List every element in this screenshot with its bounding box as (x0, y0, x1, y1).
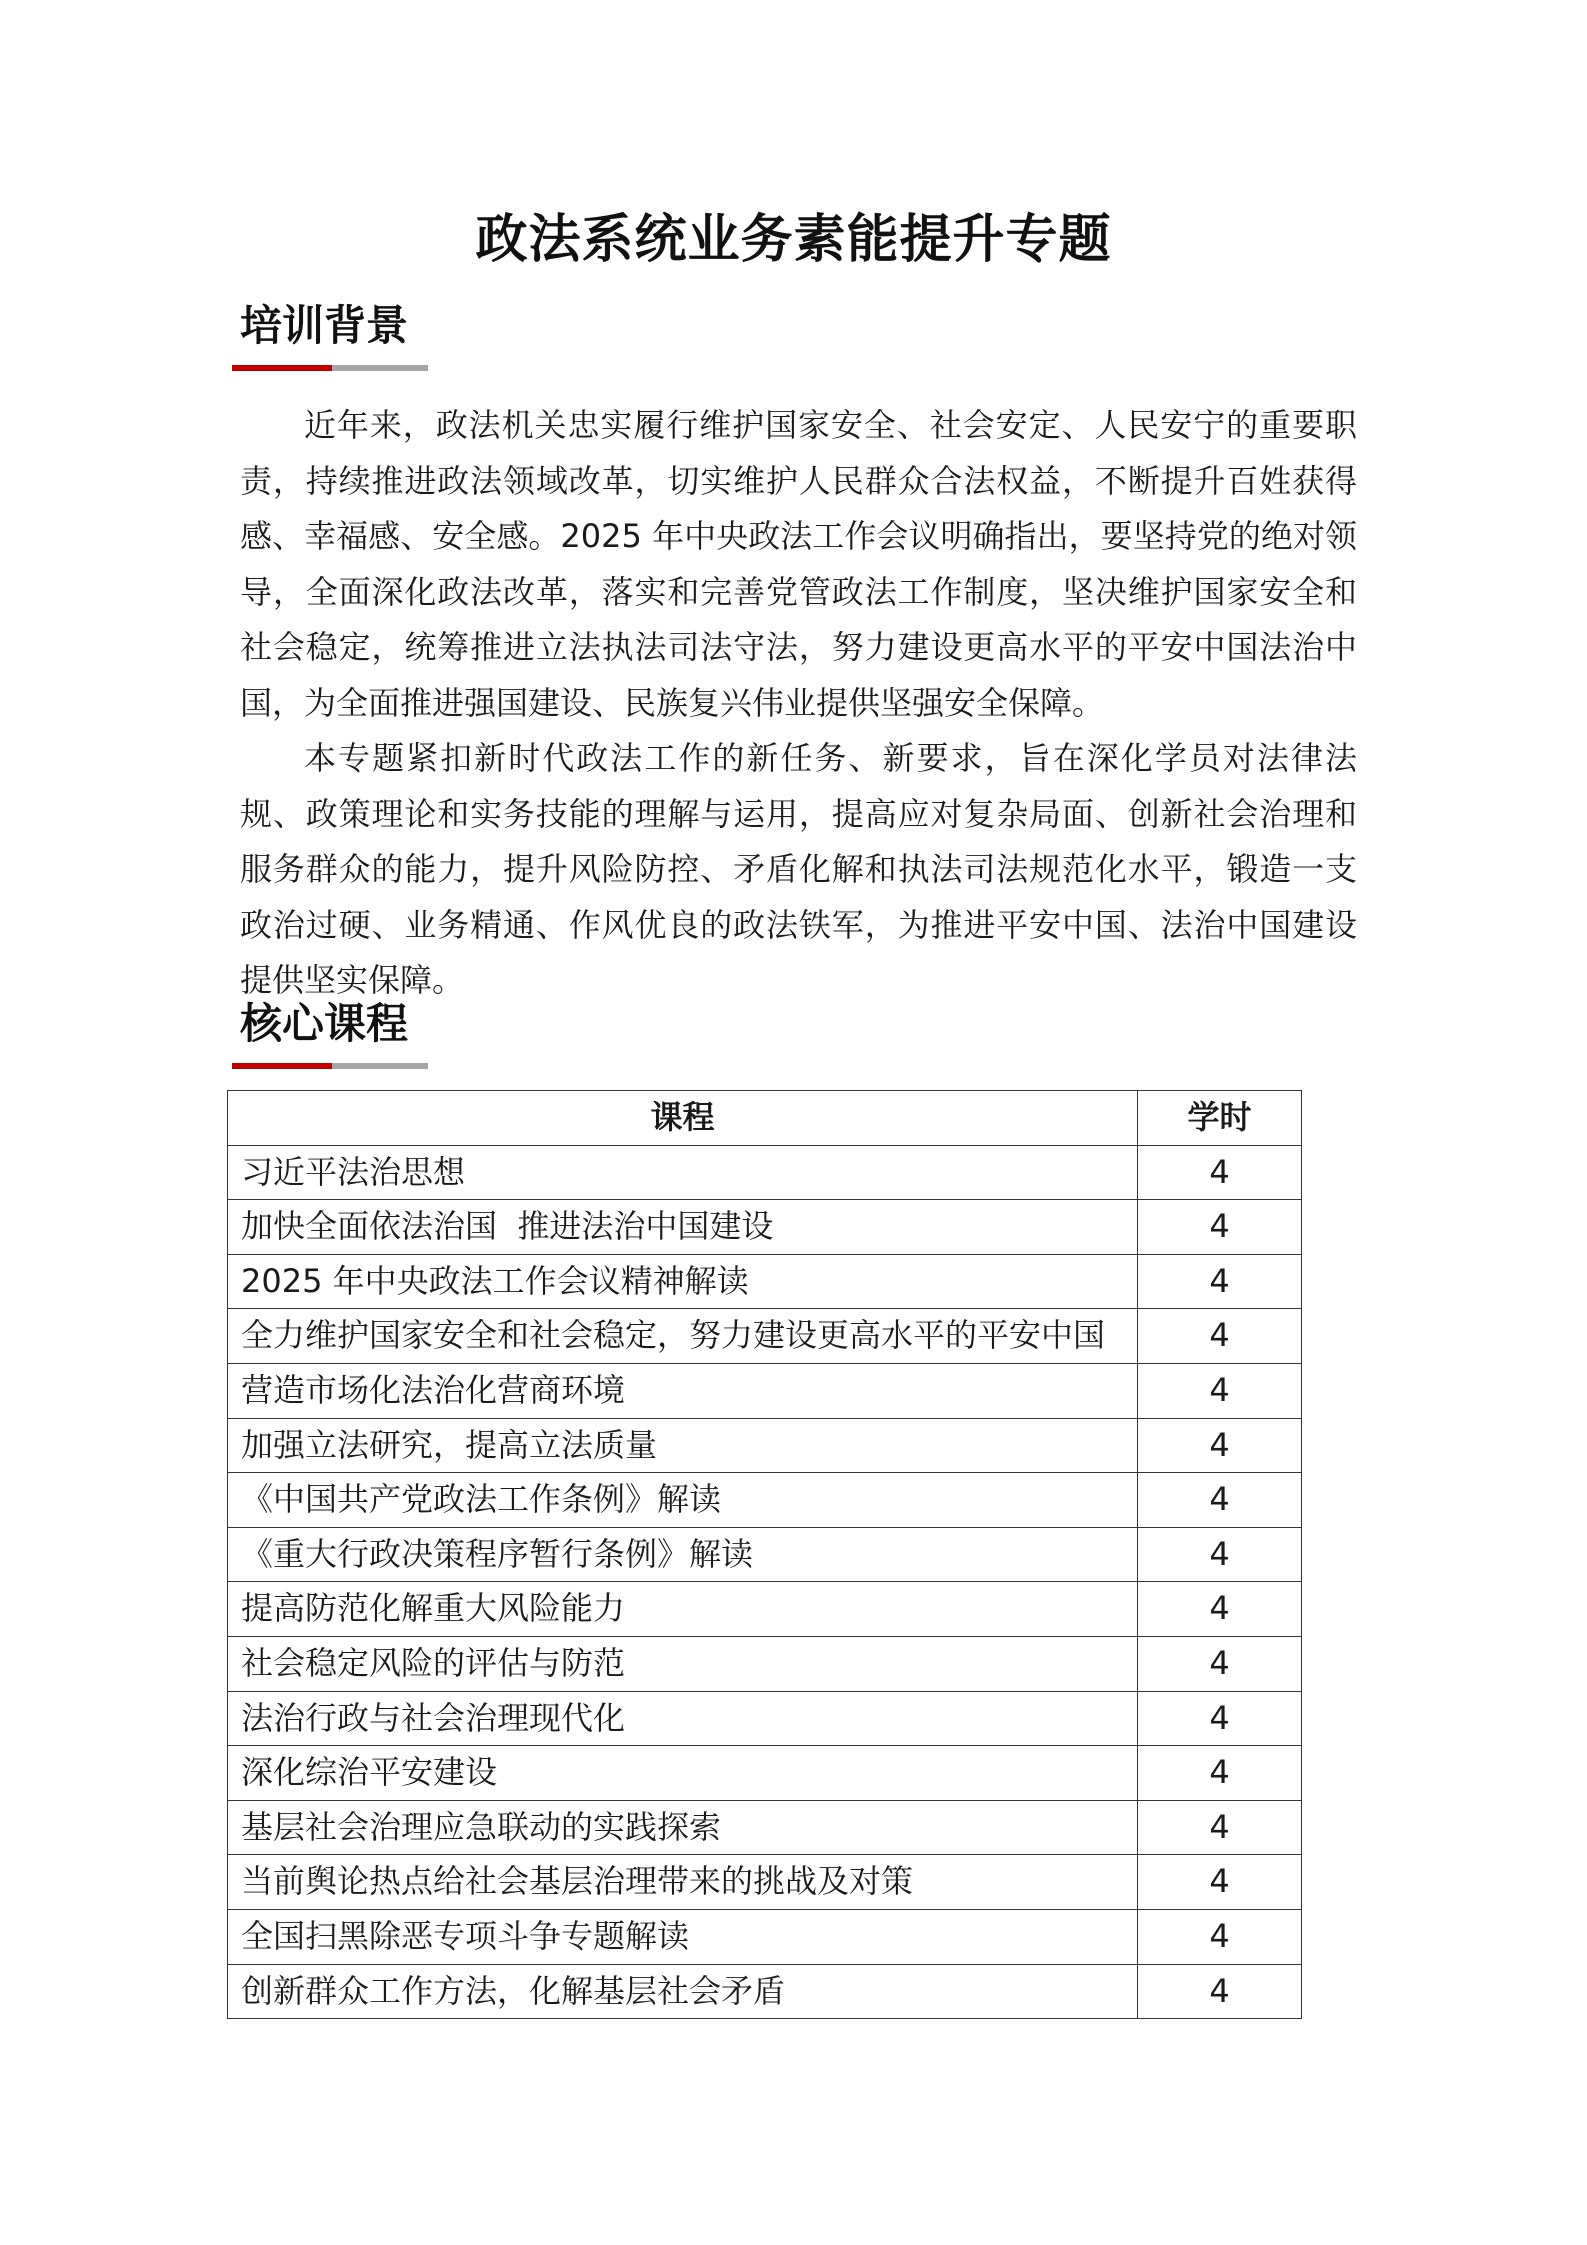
course-name: 基层社会治理应急联动的实践探索 (228, 1800, 1138, 1855)
section-underline-background (232, 365, 428, 371)
course-name: 当前舆论热点给社会基层治理带来的挑战及对策 (228, 1855, 1138, 1910)
course-hours: 4 (1138, 1855, 1302, 1910)
underline-gray-segment (332, 365, 428, 371)
course-name: 《重大行政决策程序暂行条例》解读 (228, 1527, 1138, 1582)
table-row (228, 1200, 1302, 1255)
table-header-row (228, 1091, 1302, 1146)
course-hours: 4 (1138, 1800, 1302, 1855)
course-hours: 4 (1138, 1418, 1302, 1473)
course-table (227, 1090, 1302, 2019)
course-name: 深化综治平安建设 (228, 1746, 1138, 1801)
table-row (228, 1909, 1302, 1964)
column-header-course: 课程 (228, 1091, 1138, 1146)
course-hours: 4 (1138, 1691, 1302, 1746)
course-name: 2025 年中央政法工作会议精神解读 (228, 1254, 1138, 1309)
table-row (228, 1363, 1302, 1418)
section-heading-core-courses: 核心课程 (240, 999, 409, 1048)
course-name: 加强立法研究，提高立法质量 (228, 1418, 1138, 1473)
course-hours: 4 (1138, 1746, 1302, 1801)
course-hours: 4 (1138, 1636, 1302, 1691)
course-hours: 4 (1138, 1582, 1302, 1637)
table-row (228, 1254, 1302, 1309)
course-hours: 4 (1138, 1363, 1302, 1418)
course-hours: 4 (1138, 1145, 1302, 1200)
section-heading-background: 培训背景 (240, 301, 409, 350)
course-hours: 4 (1138, 1254, 1302, 1309)
table-row (228, 1527, 1302, 1582)
table-row (228, 1473, 1302, 1528)
table-row (228, 1800, 1302, 1855)
table-row (228, 1145, 1302, 1200)
course-name: 营造市场化法治化营商环境 (228, 1363, 1138, 1418)
course-name: 全国扫黑除恶专项斗争专题解读 (228, 1909, 1138, 1964)
course-name: 提高防范化解重大风险能力 (228, 1582, 1138, 1637)
course-hours: 4 (1138, 1964, 1302, 2019)
background-paragraph-2: 本专题紧扣新时代政法工作的新任务、新要求，旨在深化学员对法律法规、政策理论和实务技能的理解与运用，提高应对复杂局面、创新社会治理和服务群众的能力，提升风险防控、矛盾化解和执法司法规范化水平，锻造一支政治过硬、业务精通、作风优良的政法铁军，为推进平安中国、法治中国建设提供坚实保障。 (240, 739, 1357, 999)
table-row (228, 1746, 1302, 1801)
table-row (228, 1855, 1302, 1910)
column-header-hours: 学时 (1138, 1091, 1302, 1146)
course-hours: 4 (1138, 1527, 1302, 1582)
course-name: 习近平法治思想 (228, 1145, 1138, 1200)
course-name: 社会稳定风险的评估与防范 (228, 1636, 1138, 1691)
table-row (228, 1582, 1302, 1637)
background-paragraph-1: 近年来，政法机关忠实履行维护国家安全、社会安定、人民安宁的重要职责，持续推进政法领域改革，切实维护人民群众合法权益，不断提升百姓获得感、幸福感、安全感。2025 年中央政法工作会议明确指出，要坚持党的绝对领导，全面深化政法改革，落实和完善党管政法工作制度，坚决维护国家安全和社会稳定，统筹推进立法执法司法守法，努力建设更高水平的平安中国法治中国，为全面推进强国建设、民族复兴伟业提供坚强安全保障。 (240, 406, 1357, 722)
course-name: 全力维护国家安全和社会稳定，努力建设更高水平的平安中国 (228, 1309, 1138, 1364)
page-title: 政法系统业务素能提升专题 (475, 210, 1112, 270)
table-row (228, 1418, 1302, 1473)
table-row (228, 1309, 1302, 1364)
table-row (228, 1636, 1302, 1691)
underline-gray-segment (332, 1063, 428, 1069)
course-name: 创新群众工作方法，化解基层社会矛盾 (228, 1964, 1138, 2019)
table-row (228, 1964, 1302, 2019)
table-row (228, 1691, 1302, 1746)
course-hours: 4 (1138, 1200, 1302, 1255)
course-name: 法治行政与社会治理现代化 (228, 1691, 1138, 1746)
course-hours: 4 (1138, 1473, 1302, 1528)
underline-red-segment (232, 365, 332, 371)
course-name: 《中国共产党政法工作条例》解读 (228, 1473, 1138, 1528)
underline-red-segment (232, 1063, 332, 1069)
course-name: 加快全面依法治国 推进法治中国建设 (228, 1200, 1138, 1255)
course-hours: 4 (1138, 1309, 1302, 1364)
course-hours: 4 (1138, 1909, 1302, 1964)
section-underline-core-courses (232, 1063, 428, 1069)
